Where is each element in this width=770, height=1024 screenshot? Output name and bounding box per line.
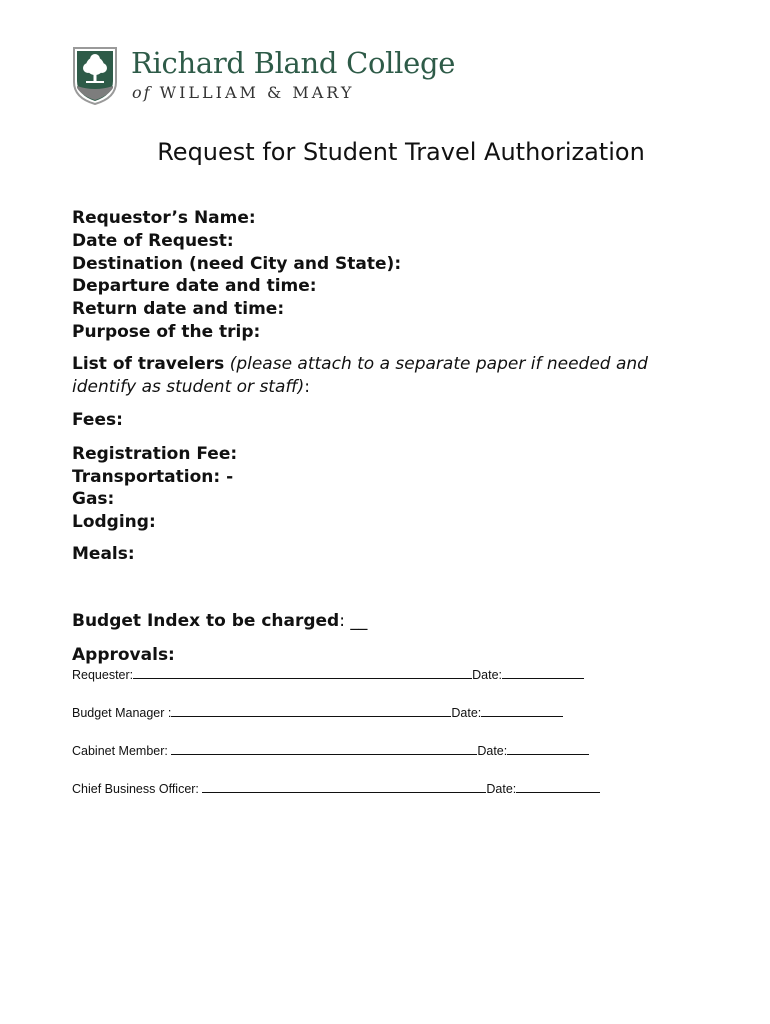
- signature-line[interactable]: [133, 677, 472, 679]
- date-line[interactable]: [502, 677, 584, 679]
- approval-cbo-label: Chief Business Officer:: [72, 782, 203, 796]
- approval-requester-date: Date:: [472, 668, 503, 682]
- travelers-section[interactable]: [72, 353, 692, 399]
- field-departure[interactable]: Departure date and time:: [72, 276, 317, 297]
- budget-index-label: Budget Index to be charged: [72, 611, 340, 631]
- date-line[interactable]: [507, 753, 589, 755]
- travelers-note: (please attach to a separate paper if needed and identify as student or staff): [72, 354, 648, 397]
- approval-cabinet-member[interactable]: [72, 744, 589, 758]
- field-requestor-name[interactable]: Requestor’s Name:: [72, 208, 256, 228]
- approvals-heading: Approvals:: [72, 645, 175, 665]
- approval-cabinet-member-date: Date:: [477, 744, 508, 758]
- date-line[interactable]: [516, 791, 600, 793]
- travelers-label: List of travelers: [72, 354, 225, 374]
- form-title: Request for Student Travel Authorization: [157, 138, 645, 166]
- approval-chief-business-officer[interactable]: [72, 782, 600, 796]
- fee-gas[interactable]: Gas:: [72, 489, 115, 510]
- field-date-of-request[interactable]: Date of Request:: [72, 230, 234, 251]
- approval-cabinet-member-label: Cabinet Member:: [72, 744, 172, 758]
- approval-requester[interactable]: [72, 668, 584, 682]
- fee-lodging[interactable]: Lodging:: [72, 512, 156, 533]
- travelers-colon: :: [304, 377, 311, 397]
- signature-line[interactable]: [202, 791, 486, 793]
- budget-index-field[interactable]: [72, 611, 367, 631]
- field-purpose[interactable]: Purpose of the trip:: [72, 321, 261, 342]
- affiliation-of: of: [132, 83, 152, 102]
- college-name: Richard Bland College: [131, 46, 456, 80]
- request-fields: [72, 207, 401, 344]
- fee-registration[interactable]: Registration Fee:: [72, 444, 238, 464]
- field-return[interactable]: Return date and time:: [72, 299, 285, 320]
- college-logo: [72, 44, 456, 108]
- field-destination[interactable]: Destination (need City and State):: [72, 253, 402, 274]
- fee-transportation[interactable]: Transportation: -: [72, 466, 234, 487]
- college-affiliation: [132, 83, 354, 102]
- signature-line[interactable]: [171, 753, 477, 755]
- approval-budget-manager[interactable]: [72, 706, 563, 720]
- date-line[interactable]: [481, 715, 563, 717]
- affiliation-name: WILLIAM & MARY: [159, 83, 355, 102]
- approval-budget-manager-label: Budget Manager :: [72, 706, 172, 720]
- field-meals[interactable]: Meals:: [72, 544, 135, 564]
- signature-line[interactable]: [171, 715, 451, 717]
- approval-cbo-date: Date:: [486, 782, 517, 796]
- fees-list: [72, 443, 237, 534]
- approval-budget-manager-date: Date:: [451, 706, 482, 720]
- budget-index-blank: : __: [339, 611, 368, 631]
- tree-shield-icon: [72, 46, 118, 106]
- fees-heading: Fees:: [72, 410, 123, 430]
- approval-requester-label: Requester:: [72, 668, 134, 682]
